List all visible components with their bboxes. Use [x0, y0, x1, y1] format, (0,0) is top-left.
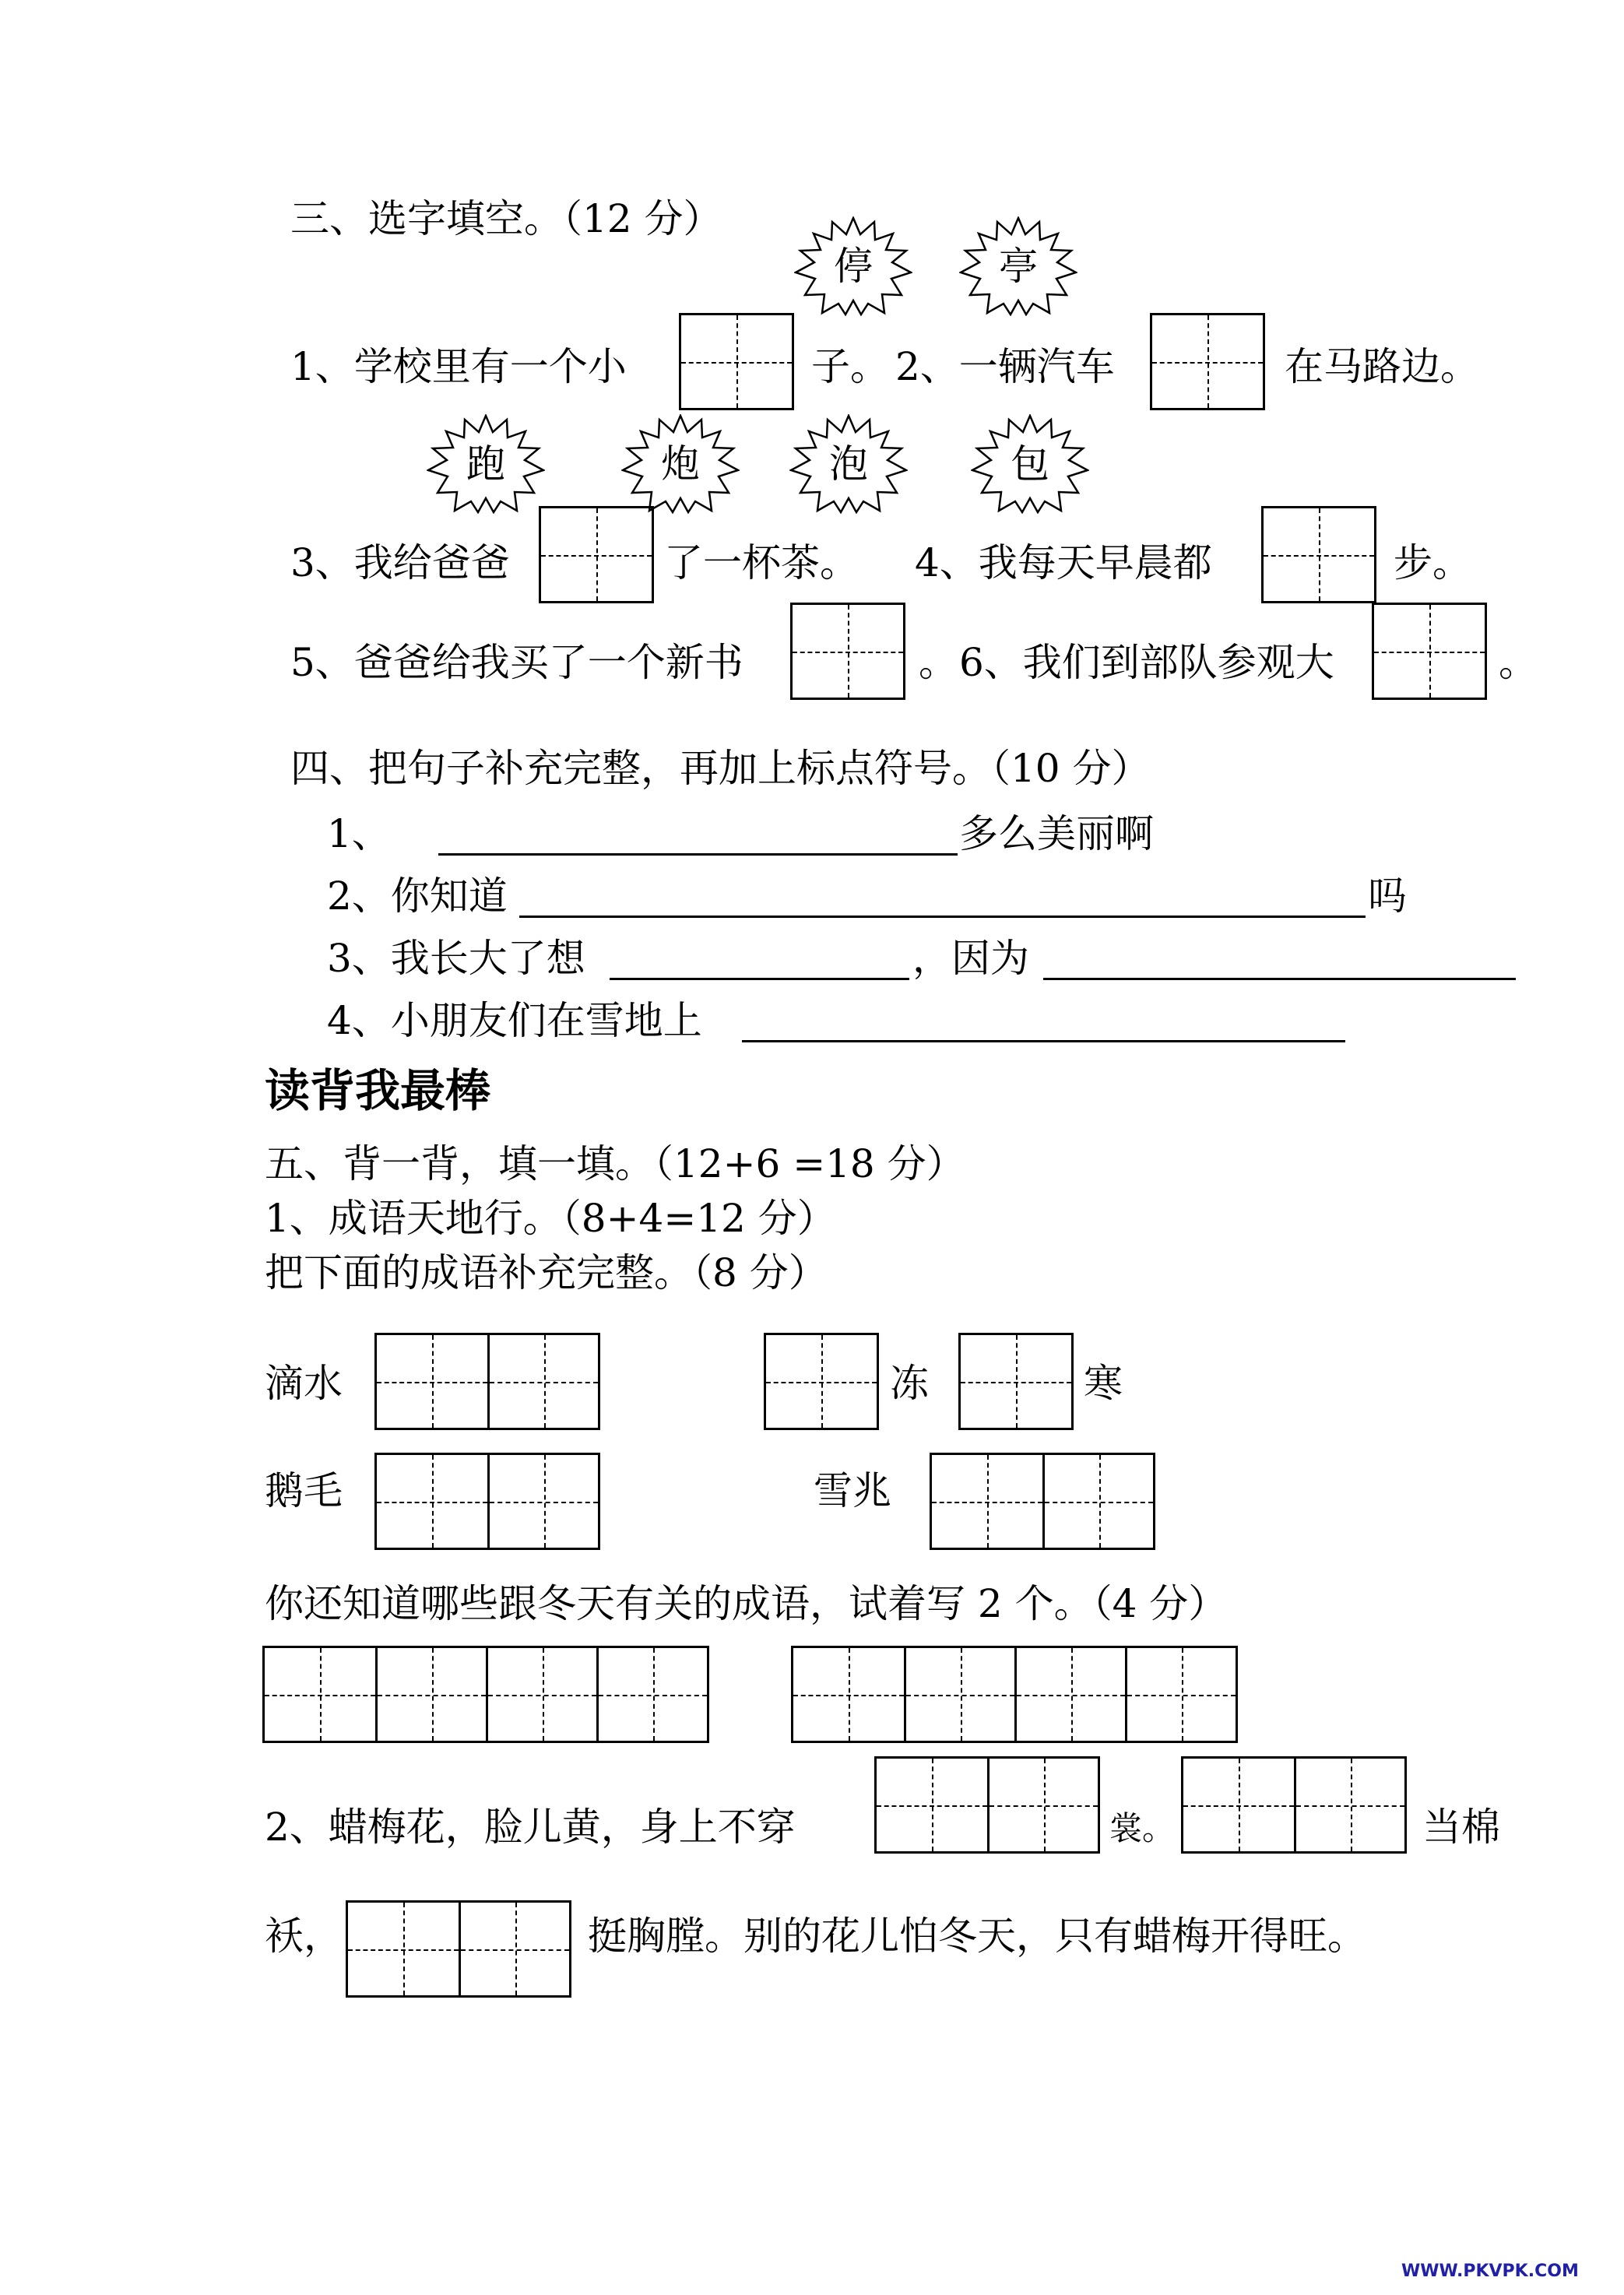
extra-idiom-prompt: 你还知道哪些跟冬天有关的成语，试着写 2 个。（4 分） [265, 1581, 1228, 1626]
q1-text: 1、学校里有一个小 [290, 344, 627, 389]
answer-box-q3[interactable] [539, 506, 654, 603]
star-char-ting1: 停 [794, 216, 912, 316]
idiom3-prefix: 鹅毛 [265, 1468, 343, 1513]
q6-suffix: 。 [1499, 640, 1538, 685]
answer-box-idiom3[interactable] [374, 1453, 600, 1550]
answer-box-q1[interactable] [679, 313, 794, 410]
q2-suffix: 在马路边。 [1285, 344, 1479, 389]
answer-box-q2[interactable] [1150, 313, 1265, 410]
section3-heading: 三、选字填空。（12 分） [290, 196, 722, 241]
answer-line-s4-3b[interactable] [1043, 978, 1516, 980]
footer-watermark: WWW.PKVPK.COM [1401, 2262, 1579, 2281]
section4-heading: 四、把句子补充完整，再加上标点符号。（10 分） [290, 746, 1151, 791]
poem-line1-end: 当棉 [1422, 1805, 1500, 1850]
s4-item2-label: 2、你知道 [327, 873, 508, 919]
section5-heading: 五、背一背，填一填。（12+6 =18 分） [265, 1141, 965, 1186]
s4-item4-label: 4、小朋友们在雪地上 [327, 998, 702, 1043]
star-char-ting2: 亭 [959, 216, 1077, 316]
answer-box-q5[interactable] [790, 603, 905, 700]
answer-box-q6[interactable] [1372, 603, 1487, 700]
answer-box-extra-idiom2[interactable] [791, 1646, 1238, 1743]
answer-line-s4-1[interactable] [438, 853, 958, 856]
s4-item1-suffix: 多么美丽啊 [959, 811, 1154, 856]
q5-suffix: 。 [919, 640, 958, 685]
answer-box-idiom2a[interactable] [764, 1333, 879, 1430]
idiom2-mid: 冻 [890, 1361, 929, 1406]
q5-text: 5、爸爸给我买了一个新书 [290, 640, 743, 685]
answer-box-q4[interactable] [1261, 506, 1376, 603]
q1-suffix: 子。 [811, 344, 889, 389]
answer-line-s4-4[interactable] [742, 1040, 1345, 1042]
q3-suffix: 了一杯茶。 [664, 540, 859, 585]
s4-item1-label: 1、 [327, 811, 391, 856]
idiom2-end: 寒 [1084, 1361, 1123, 1406]
section5-instruction: 把下面的成语补充完整。（8 分） [265, 1250, 828, 1295]
poem-line2-rest: 挺胸膛。别的花儿怕冬天，只有蜡梅开得旺。 [588, 1914, 1366, 1959]
star-char-pao2: 炮 [621, 414, 740, 514]
answer-box-idiom2b[interactable] [958, 1333, 1074, 1430]
q2-text: 2、一辆汽车 [895, 344, 1115, 389]
q6-text: 6、我们到部队参观大 [959, 640, 1334, 685]
answer-line-s4-2[interactable] [519, 916, 1366, 918]
poem-line1: 2、蜡梅花，脸儿黄，身上不穿 [265, 1805, 796, 1850]
idiom1-prefix: 滴水 [265, 1361, 343, 1406]
q3-text: 3、我给爸爸 [290, 540, 510, 585]
answer-box-poem2[interactable] [1181, 1756, 1407, 1854]
star-char-bao: 包 [971, 414, 1089, 514]
idiom4-prefix: 雪兆 [814, 1468, 891, 1513]
answer-box-idiom4[interactable] [930, 1453, 1155, 1550]
answer-box-poem1[interactable] [874, 1756, 1100, 1854]
q4-suffix: 步。 [1394, 540, 1471, 585]
reading-section-title: 读背我最棒 [265, 1064, 491, 1117]
answer-box-idiom1[interactable] [374, 1333, 600, 1430]
poem-line2-prefix: 袄， [265, 1914, 343, 1959]
answer-box-extra-idiom1[interactable] [262, 1646, 709, 1743]
s4-item3-label: 3、我长大了想 [327, 936, 585, 981]
answer-line-s4-3a[interactable] [610, 978, 909, 980]
star-char-pao1: 跑 [427, 414, 545, 514]
answer-box-poem3[interactable] [346, 1900, 571, 1998]
q4-text: 4、我每天早晨都 [915, 540, 1212, 585]
star-char-pao3: 泡 [789, 414, 908, 514]
section5-sub1: 1、成语天地行。（8+4=12 分） [265, 1196, 836, 1241]
s4-item3-mid: ，因为 [912, 936, 1029, 981]
s4-item2-suffix: 吗 [1368, 873, 1407, 919]
poem-line1-mid: 裳。 [1109, 1809, 1176, 1847]
